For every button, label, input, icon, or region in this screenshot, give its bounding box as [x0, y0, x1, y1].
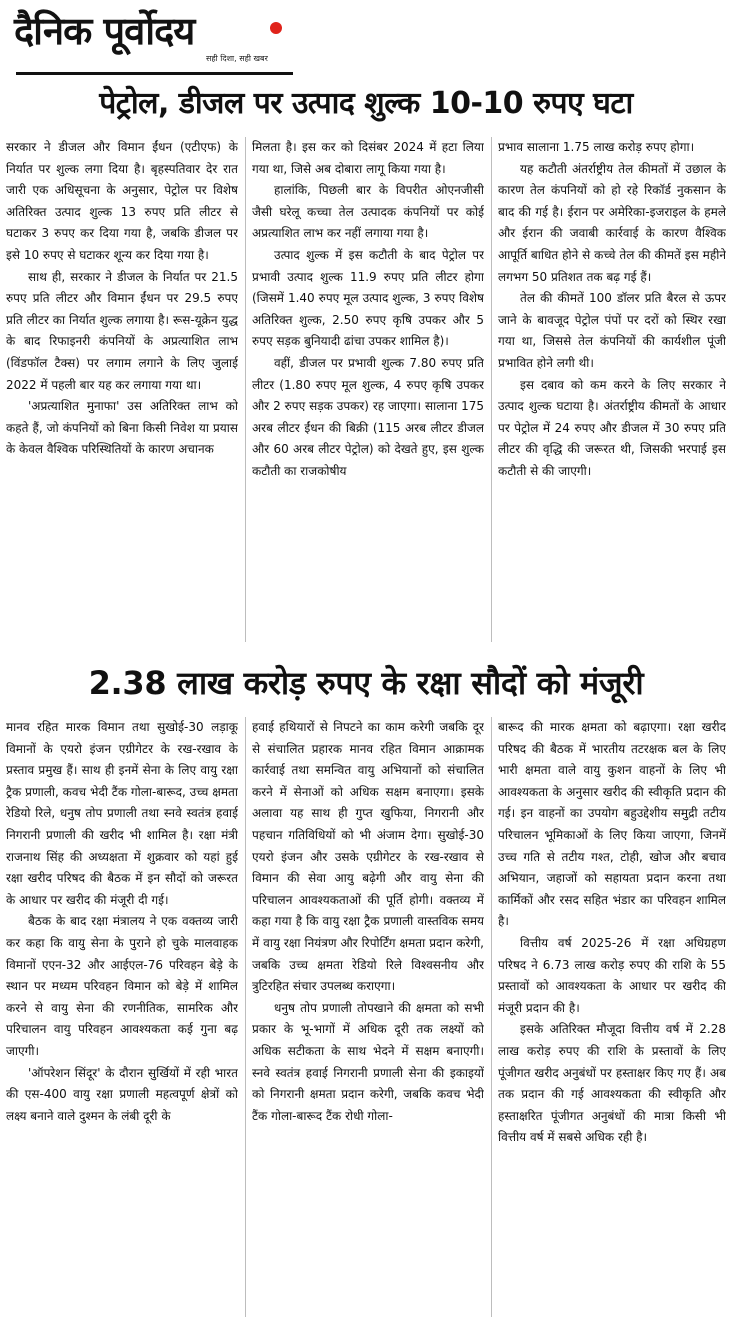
sun-icon — [270, 22, 282, 34]
article1-col3-para-3: तेल की कीमतें 100 डॉलर प्रति बैरल से ऊपर जाने के बावजूद पेट्रोल पंपों पर दरों को स्थिर रखा गया था, जिससे तेल कंपनियों की कार्यशील पूंजी प्रभावित होने लगी थी। — [498, 291, 726, 370]
article1-col3-para-2: यह कटौती अंतर्राष्ट्रीय तेल कीमतों में उछाल के कारण तेल कंपनियों को हो रहे रिकॉर्ड नुकसान के बाद की गई है। ईरान पर अमेरिका-इजराइल के हमले और ईरान की जवाबी कार्रवाई के कारण वैश्विक आपूर्ति बाधित होने से कच्चे तेल की कीमतें इस महीने लगभग 50 प्रतिशत तक बढ़ गई हैं। — [498, 161, 726, 284]
article2-column-1 — [6, 717, 238, 1321]
article1-col1-para-2: साथ ही, सरकार ने डीजल के निर्यात पर 21.5 रुपए प्रति लीटर और विमान ईंधन पर 29.5 रुपए प्रति लीटर का निर्यात शुल्क लगाया है। रूस-यूक्रेन युद्ध के बाद रिफाइनरी कंपनियों के अप्रत्याशित लाभ (विंडफॉल टैक्स) पर लगाम लगाने के लिए जुलाई 2022 में पहली बार यह कर लगाया गया था। — [6, 269, 238, 392]
article2-col1-para-3: 'ऑपरेशन सिंदूर' के दौरान सुर्खियों में रही भारत की एस-400 वायु रक्षा प्रणाली महत्वपूर्ण क्षेत्रों को लक्ष्य बनाने वाले दुश्मन के लंबी दूरी के — [6, 1065, 238, 1123]
masthead — [8, 6, 298, 72]
article1-column-2 — [252, 137, 484, 645]
article1-column-1 — [6, 137, 238, 645]
column-divider — [245, 717, 246, 1317]
column-divider — [245, 137, 246, 642]
article2-col2-para-2: धनुष तोप प्रणाली तोपखाने की क्षमता को सभी प्रकार के भू-भागों में अधिक दूरी तक लक्ष्यों को अधिक सटीकता के साथ भेदने में सक्षम बनाएगी। स्नवे स्वतंत्र हवाई निगरानी प्रणाली सेना की इकाइयों को निगरानी क्षमता प्रदान करेगी, जबकि कवच भेदी टैंक गोला-बारूद टैंक रोधी गोला- — [252, 1000, 484, 1123]
article2-col2-para-1: हवाई हथियारों से निपटने का काम करेगी जबकि दूर से संचालित प्रहारक मानव रहित विमान आक्रामक कार्रवाई तथा समन्वित वायु अभियानों को संचालित करने में सेनाओं को अधिक सक्षम बनाएगा। इसके अलावा यह साथ ही गुप्त खुफिया, निगरानी और पहचान गतिविधियों को भी अंजाम देगा। सुखोई-30 एयरो इंजन और उसके एग्रीगेटर के रख-रखाव से विमान की सेवा आयु बढ़ेगी और वायु सेना की परिचालन आवश्यकताओं की पूर्ति होगी। वक्तव्य में कहा गया है कि वायु रक्षा ट्रैक प्रणाली वास्तविक समय में वायु रक्षा नियंत्रण और रिपोर्टिंग क्षमता प्रदान करेगी, जबकि उच्च क्षमता रेडियो रिले विश्वसनीय और त्रुटिरहित संचार उपलब्ध कराएगा। — [252, 720, 484, 994]
article1-headline: पेट्रोल, डीजल पर उत्पाद शुल्क 10-10 रुपए घटा — [99, 86, 633, 121]
newspaper-logo: दैनिक पूर्वोदय — [14, 9, 195, 53]
article1-col3-para-4: इस दबाव को कम करने के लिए सरकार ने उत्पाद शुल्क घटाया है। अंतर्राष्ट्रीय कीमतों के आधार पर पेट्रोल में 24 रुपए और डीजल में 30 रुपए प्रति लीटर की वृद्धि की जरूरत थी, जिसकी भरपाई इस कटौती से की जाएगी। — [498, 377, 726, 478]
masthead-tagline: सही दिशा, सही खबर — [206, 54, 268, 63]
article2-column-2 — [252, 717, 484, 1321]
column-divider — [491, 137, 492, 642]
article1-col1-para-1: सरकार ने डीजल और विमान ईंधन (एटीएफ) के निर्यात पर शुल्क लगा दिया है। बृहस्पतिवार देर रात जारी एक अधिसूचना के अनुसार, पेट्रोल पर विशेष अतिरिक्त उत्पाद शुल्क 13 रुपए प्रति लीटर से घटाकर 3 रुपए कर दिया गया है, जबकि डीजल पर इसे 10 रुपए से घटाकर शून्य कर दिया गया है। — [6, 140, 238, 262]
article2-col1-para-2: बैठक के बाद रक्षा मंत्रालय ने एक वक्तव्य जारी कर कहा कि वायु सेना के पुराने हो चुके मालवाहक विमानों एएन-32 और आईएल-76 परिवहन बेड़े के स्थान पर मध्यम परिवहन विमान को बेड़े में शामिल करने से वायु सेना की रणनीतिक, सामरिक और परिचालन वायु परिवहन आवश्यकता कई गुना बढ़ जाएगी। — [6, 914, 238, 1058]
masthead-rule — [16, 72, 293, 75]
article1-column-3 — [498, 137, 726, 645]
article2-col3-para-1: बारूद की मारक क्षमता को बढ़ाएगा। रक्षा खरीद परिषद की बैठक में भारतीय तटरक्षक बल के लिए भारी क्षमता वाले वायु कुशन वाहनों के लिए भी आवश्यकता के अनुसार खरीद की स्वीकृति प्रदान की गई। इन वाहनों का उपयोग बहुउद्देशीय समुद्री तटीय परिचालन भूमिकाओं के लिए किया जाएगा, जिनमें उच्च गति से तटीय गश्त, टोही, खोज और बचाव अभियान, जहाजों को सहायता प्रदान करना तथा कार्मिकों और रसद सहित भंडार का परिवहन शामिल है। — [498, 720, 726, 929]
article1-col3-para-1: प्रभाव सालाना 1.75 लाख करोड़ रुपए होगा। — [498, 140, 695, 154]
article2-headline: 2.38 लाख करोड़ रुपए के रक्षा सौदों को मंजूरी — [88, 664, 644, 702]
article2-col1-para-1: मानव रहित मारक विमान तथा सुखोई-30 लड़ाकू विमानों के एयरो इंजन एग्रीगेटर के रख-रखाव के प्रस्ताव प्रमुख हैं। साथ ही इनमें सेना के लिए वायु रक्षा ट्रैक प्रणाली, कवच भेदी टैंक गोला-बारूद, उच्च क्षमता रेडियो रिले, धनुष तोप प्रणाली तथा स्नवे स्वतंत्र हवाई निगरानी प्रणाली की खरीद भी शामिल है। रक्षा मंत्री राजनाथ सिंह की अध्यक्षता में शुक्रवार को यहां हुई रक्षा खरीद परिषद की बैठक में इन सौदों को जरूरत के आधार पर खरीद की मंजूरी दी गई। — [6, 720, 238, 907]
article2-col3-para-2: वित्तीय वर्ष 2025-26 में रक्षा अधिग्रहण परिषद ने 6.73 लाख करोड़ रुपए की राशि के 55 प्रस्तावों को आवश्यकता के आधार पर खरीद की मंजूरी प्रदान की है। — [498, 935, 726, 1015]
article2-col3-para-3: इसके अतिरिक्त मौजूदा वित्तीय वर्ष में 2.28 लाख करोड़ रुपए की राशि के प्रस्तावों के लिए पूंजीगत खरीद अनुबंधों पर हस्ताक्षर किए गए हैं। अब तक प्रदान की गई आवश्यकता की स्वीकृति और हस्ताक्षरित पूंजीगत अनुबंधों की मात्रा किसी भी वित्तीय वर्ष में सबसे अधिक रही है। — [498, 1022, 726, 1145]
article1-col2-para-2: हालांकि, पिछली बार के विपरीत ओएनजीसी जैसी घरेलू कच्चा तेल उत्पादक कंपनियों पर कोई अप्रत्याशित लाभ कर नहीं लगाया गया है। — [252, 183, 484, 241]
article1-col2-para-4: वहीं, डीजल पर प्रभावी शुल्क 7.80 रुपए प्रति लीटर (1.80 रुपए मूल शुल्क, 4 रुपए कृषि उपकर और 2 रुपए सड़क उपकर) रह जाएगा। सालाना 175 अरब लीटर ईंधन की बिक्री (115 अरब लीटर डीजल और 60 अरब लीटर पेट्रोल) को देखते हुए, इस शुल्क कटौती का राजकोषीय — [252, 355, 484, 478]
article1-col2-para-1: मिलता है। इस कर को दिसंबर 2024 में हटा लिया गया था, जिसे अब दोबारा लागू किया गया है। — [252, 140, 484, 176]
article2-column-3 — [498, 717, 726, 1321]
article1-col1-para-3: 'अप्रत्याशित मुनाफा' उस अतिरिक्त लाभ को कहते हैं, जो कंपनियों को बिना किसी निवेश या प्रयास के केवल वैश्विक परिस्थितियों के कारण अचानक — [6, 399, 238, 457]
article1-col2-para-3: उत्पाद शुल्क में इस कटौती के बाद पेट्रोल पर प्रभावी उत्पाद शुल्क 11.9 रुपए प्रति लीटर होगा (जिसमें 1.40 रुपए मूल उत्पाद शुल्क, 3 रुपए विशेष अतिरिक्त शुल्क, 2.50 रुपए कृषि उपकर और 5 रुपए सड़क बुनियादी ढांचा उपकर शामिल है)। — [252, 247, 484, 349]
column-divider — [491, 717, 492, 1317]
